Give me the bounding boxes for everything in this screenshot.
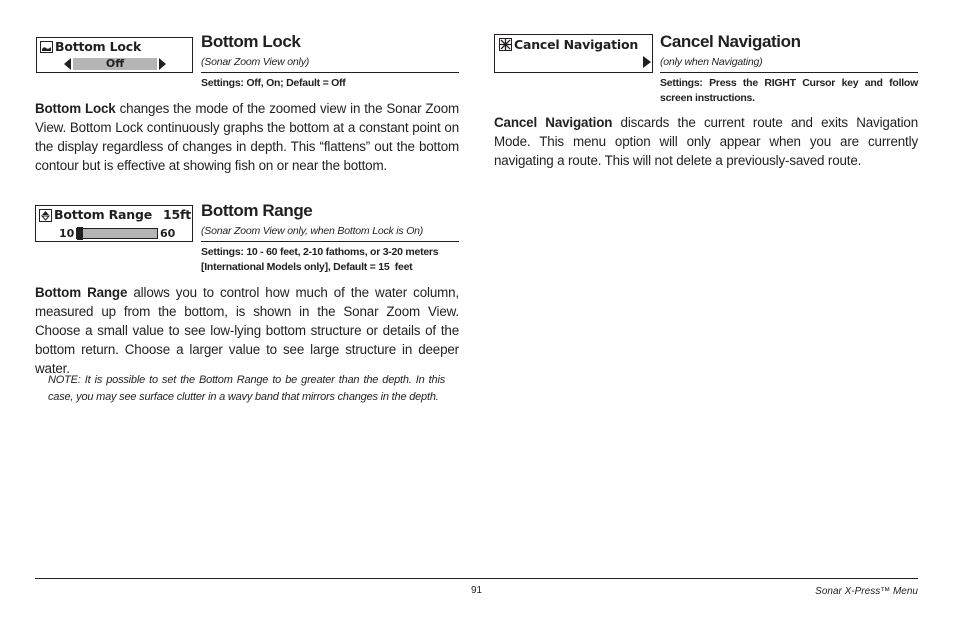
cancel-navigation-menu-widget[interactable]: [494, 34, 653, 73]
bottom-lock-description: [35, 99, 459, 175]
bottom-lock-value: Off: [105, 57, 125, 70]
bottom-range-icon: [39, 209, 52, 222]
cancel-navigation-icon: [499, 38, 512, 51]
cancel-navigation-description: [494, 113, 918, 170]
bottom-lock-widget-title: Bottom Lock: [55, 39, 142, 54]
bottom-range-term: Bottom Range: [35, 285, 128, 300]
cancel-navigation-widget-title: Cancel Navigation: [514, 37, 639, 52]
bottom-range-description-text: allows you to control how much of the water column, measured up from the bottom, is shown in the Sonar Zoom View. Choose a small value to see low-lying bottom structure or details of the bottom return. Choose a larger value to see large structure in deeper water.: [35, 285, 459, 376]
bottom-lock-settings: Settings: Off, On; Default = Off: [201, 77, 346, 89]
cancel-navigation-description-text: discards the current route and exits Navigation Mode. This menu option will only appear when you are currently navigating a route. This will not delete a previously-saved route.: [494, 115, 918, 168]
bottom-lock-term: Bottom Lock: [35, 101, 116, 116]
bottom-lock-heading: Bottom Lock: [201, 32, 301, 51]
bottom-range-heading: Bottom Range: [201, 201, 313, 220]
cancel-navigation-term: Cancel Navigation: [494, 115, 613, 130]
bottom-range-slider-thumb[interactable]: [77, 227, 83, 240]
bottom-range-widget-value: 15ft: [163, 207, 192, 222]
bottom-lock-subtitle: (Sonar Zoom View only): [201, 56, 310, 68]
slider-min-label: 10: [59, 227, 75, 240]
note-text: It is possible to set the Bottom Range to be greater than the depth. In this case, you may see surface clutter in a wavy band that mirrors changes in the depth.: [48, 374, 445, 403]
note-label: NOTE:: [48, 374, 81, 386]
bottom-lock-menu-widget[interactable]: [36, 37, 193, 73]
bottom-range-menu-widget[interactable]: [35, 205, 193, 242]
bottom-range-slider-track[interactable]: [76, 228, 158, 239]
chevron-right-icon[interactable]: [643, 56, 651, 68]
cancel-navigation-subtitle: (only when Navigating): [660, 56, 763, 68]
bottom-range-settings-line2: [International Models only], Default = 15 feet: [201, 261, 413, 273]
bottom-lock-icon: [40, 41, 53, 53]
cancel-navigation-heading: Cancel Navigation: [660, 32, 801, 51]
bottom-range-subtitle: (Sonar Zoom View only, when Bottom Lock is On): [201, 225, 424, 237]
footer-divider: [35, 578, 918, 579]
slider-max-label: 60: [160, 227, 176, 240]
page-number: 91: [471, 585, 483, 596]
bottom-range-widget-title: Bottom Range: [54, 207, 153, 222]
bottom-range-divider: [201, 241, 459, 242]
bottom-lock-value-bar: [73, 58, 157, 70]
bottom-lock-divider: [201, 72, 459, 73]
bottom-lock-description-text: changes the mode of the zoomed view in the Sonar Zoom View. Bottom Lock continuously graphs the bottom at a constant point on the display regardless of changes in depth. This “flattens” out the bottom contour but is effective at showing fish on or near the bottom.: [35, 101, 459, 173]
bottom-range-description: [35, 283, 459, 378]
chevron-left-icon[interactable]: [64, 58, 71, 70]
chevron-right-icon[interactable]: [159, 58, 166, 70]
footer-section-name: Sonar X-Press™ Menu: [815, 586, 918, 597]
bottom-range-note: [48, 372, 445, 405]
cancel-navigation-settings: Settings: Press the RIGHT Cursor key and follow screen instructions.: [660, 77, 918, 104]
bottom-range-settings-line1: Settings: 10 - 60 feet, 2-10 fathoms, or 3-20 meters: [201, 246, 439, 258]
cancel-navigation-divider: [660, 72, 918, 73]
